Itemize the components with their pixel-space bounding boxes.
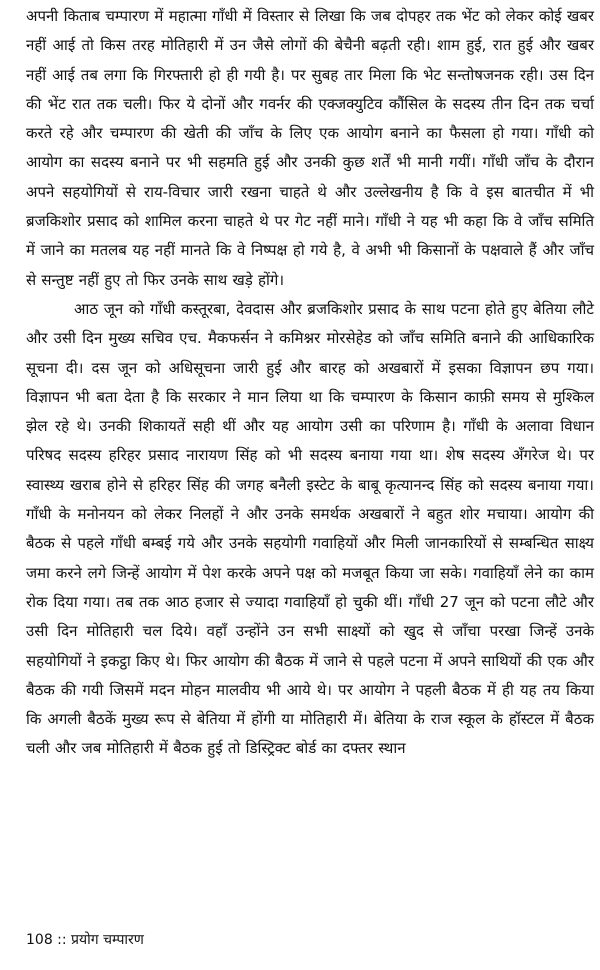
paragraph-1: अपनी किताब चम्पारण में महात्मा गाँधी में विस्तार से लिखा कि जब दोपहर तक भेंट को लेकर कोई खबर नहीं आई तो किस तरह मोतिहारी में उन जैसे लोगों की बेचैनी बढ़ती रही। शाम हुई, रात हुई और खबर नहीं आई तब लगा कि गिरफ्तारी हो ही गयी है। पर सुबह तार मिला कि भेट सन्तोषजनक रही। उस दिन की भेंट रात तक चली। फिर ये दोनों और गवर्नर की एक्जक्युटिव कौंसिल के सदस्य तीन दिन तक चर्चा करते रहे और चम्पारण की खेती की जाँच के लिए एक आयोग बनाने का फैसला हो गया। गाँधी को आयोग का सदस्य बनाने पर भी सहमति हुई और उनकी कुछ शर्तें भी मानी गयीं। गाँधी जाँच के दौरान अपने सहयोगियों से राय-विचार जारी रखना चाहते थे और उल्लेखनीय है कि वे इस बातचीत में भी ब्रजकिशोर प्रसाद को शामिल करना चाहते थे पर गेट नहीं माने। गाँधी ने यह भी कहा कि वे जाँच समिति में जाने का मतलब यह नहीं मानते कि वे निष्पक्ष हो गये है, वे अभी भी किसानों के पक्षवाले हैं और जाँच से सन्तुष्ट नहीं हुए तो फिर उनके साथ खड़े होंगे। [26,7,594,289]
paragraph-2: आठ जून को गाँधी कस्तूरबा, देवदास और ब्रजकिशोर प्रसाद के साथ पटना होते हुए बेतिया लौटे और उसी दिन मुख्य सचिव एच. मैकफर्सन ने कमिश्नर मोरसेहेड को जाँच समिति बनाने की आधिकारिक सूचना दी। दस जून को अधिसूचना जारी हुई और बारह को अखबारों में इसका विज्ञापन छप गया। विज्ञापन भी बता देता है कि सरकार ने मान लिया था कि चम्पारण के किसान काफ़ी समय से मुश्किल झेल रहे थे। उनकी शिकायतें सही थीं और यह आयोग उसी का परिणाम है। गाँधी के अलावा विधान परिषद सदस्य हरिहर प्रसाद नारायण सिंह को भी सदस्य बनाया गया था। शेष सदस्य अँगरेज थे। पर स्वास्थ्य खराब होने से हरिहर सिंह की जगह बनैली इस्टेट के बाबू कृत्यानन्द सिंह को सदस्य बनाया गया। गाँधी के मनोनयन को लेकर निलहों ने और उनके समर्थक अखबारों ने बहुत शोर मचाया। आयोग की बैठक से पहले गाँधी बम्बई गये और उनके सहयोगी गवाहियों और मिली जानकारियों से सम्बन्धित साक्ष्य जमा करने लगे जिन्हें आयोग में पेश करके अपने पक्ष को मजबूत किया जा सके। गवाहियाँ लेने का काम रोक दिया गया। तब तक आठ हजार से ज्यादा गवाहियाँ हो चुकी थीं। गाँधी 27 जून को पटना लौटे और उसी दिन मोतिहारी चल दिये। वहाँ उन्होंने उन सभी साक्ष्यों को खुद से जाँचा परखा जिन्हें उनके सहयोगियों ने इकट्ठा किए थे। फिर आयोग की बैठक में जाने से पहले पटना में अपने साथियों की एक और बैठक की गयी जिसमें मदन मोहन मालवीय भी आये थे। पर आयोग ने पहली बैठक में ही यह तय किया कि अगली बैठकें मुख्य रूप से बेतिया में होंगी या मोतिहारी में। बेतिया के राज स्कूल के हॉस्टल में बैठक चली और जब मोतिहारी में बैठक हुई तो डिस्ट्रिक्ट बोर्ड का दफ्तर स्थान [26,299,594,758]
page-footer: 108 :: प्रयोग चम्पारण [26,932,144,948]
page-body [26,2,594,764]
